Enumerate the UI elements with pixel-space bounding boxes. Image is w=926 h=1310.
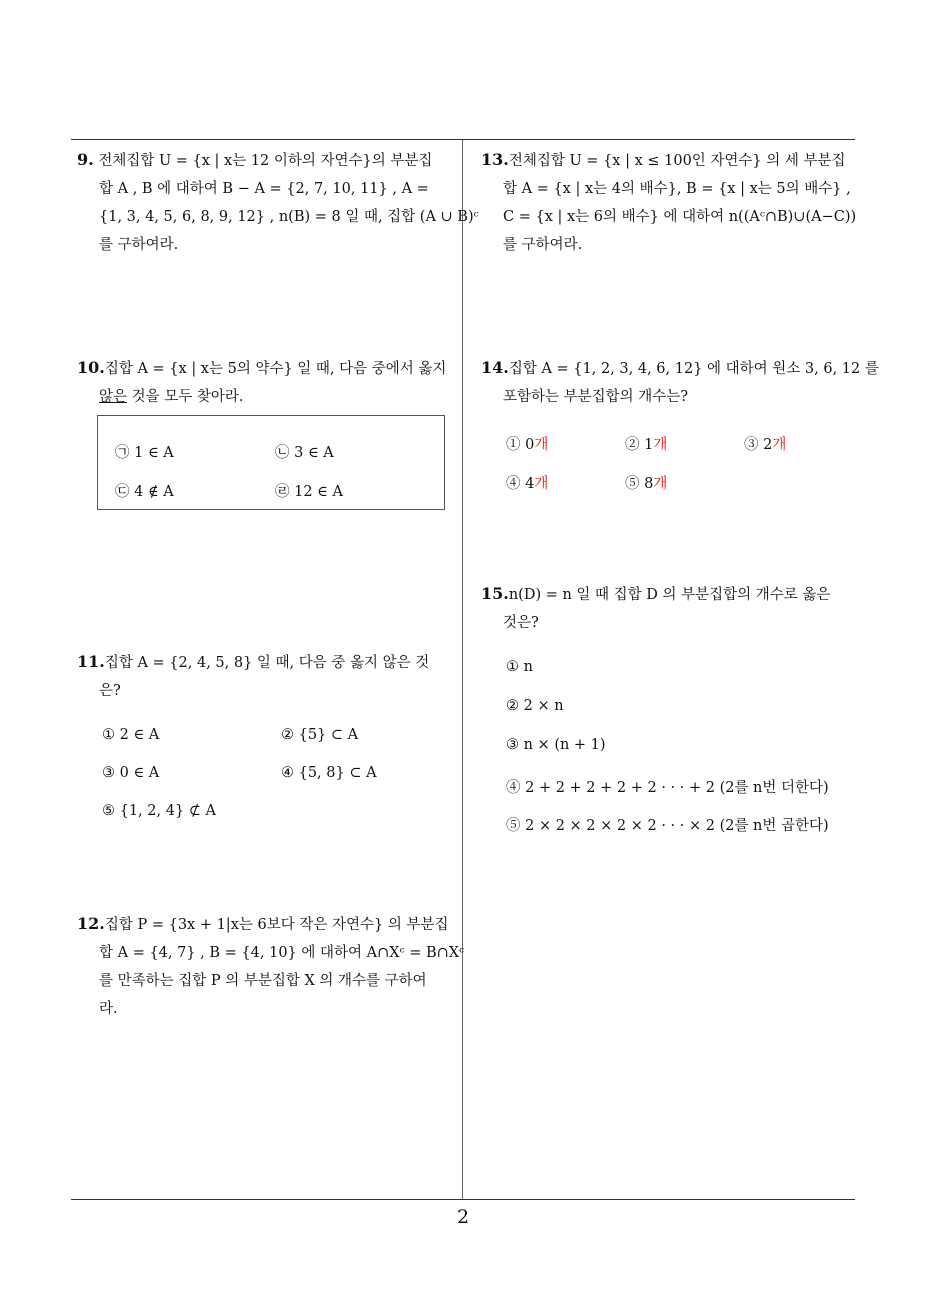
option-value: ② 1	[625, 437, 654, 453]
option-value: ③ 2	[744, 437, 773, 453]
question-number: 15.	[481, 584, 509, 603]
question-text: 를 구하여라.	[99, 237, 179, 253]
option-value: ① 0	[506, 437, 535, 453]
option-unit: 개	[534, 476, 549, 492]
answer-option[interactable]	[625, 433, 667, 454]
question-text: 은?	[99, 683, 121, 699]
answer-option[interactable]	[744, 433, 786, 454]
option-unit: 개	[653, 476, 668, 492]
answer-option[interactable]: ④ 2 + 2 + 2 + 2 + 2 · · · + 2 (2를 n번 더한다)	[506, 780, 829, 796]
option-unit: 개	[534, 437, 549, 453]
answer-option[interactable]: ② {5} ⊂ A	[281, 727, 359, 743]
question-text: 합 A , B 에 대하여 B − A = {2, 7, 10, 11} , A =	[99, 181, 429, 197]
question-text: 집합 A = {x | x는 5의 약수} 일 때, 다음 중에서 옳지	[104, 361, 447, 377]
question-number: 11.	[77, 652, 105, 671]
question-13	[481, 146, 859, 259]
question-text: 집합 A = {2, 4, 5, 8} 일 때, 다음 중 옳지 않은 것	[104, 655, 430, 671]
question-11	[77, 648, 457, 705]
question-number: 13.	[481, 150, 509, 169]
column-divider	[462, 140, 463, 1199]
box-item: ㉠ 1 ∈ A	[115, 445, 174, 461]
answer-option[interactable]	[625, 472, 667, 493]
question-15	[481, 580, 859, 637]
question-text: 포함하는 부분집합의 개수는?	[503, 389, 689, 405]
question-text: 전체집합 U = {x | x는 12 이하의 자연수}의 부분집	[98, 153, 433, 169]
box-item: ㉡ 3 ∈ A	[275, 445, 334, 461]
question-number: 14.	[481, 358, 509, 377]
option-value: ④ 4	[506, 476, 535, 492]
answer-option[interactable]	[506, 433, 548, 454]
answer-option[interactable]: ① 2 ∈ A	[102, 727, 160, 743]
question-text: 합 A = {4, 7} , B = {4, 10} 에 대하여 A∩Xᶜ = B∩Xᶜ	[99, 945, 465, 961]
question-text: C = {x | x는 6의 배수} 에 대하여 n((Aᶜ∩B)∪(A−C))	[503, 209, 857, 225]
question-14	[481, 354, 879, 411]
box-item: ㉣ 12 ∈ A	[275, 484, 343, 500]
page-number: 2	[456, 1206, 470, 1228]
answer-option[interactable]: ⑤ 2 × 2 × 2 × 2 × 2 · · · × 2 (2를 n번 곱한다)	[506, 818, 829, 834]
question-9	[77, 146, 479, 259]
answer-option[interactable]: ④ {5, 8} ⊂ A	[281, 765, 377, 781]
option-unit: 개	[772, 437, 787, 453]
question-text: 집합 A = {1, 2, 3, 4, 6, 12} 에 대하여 원소 3, 6, 12 를	[508, 361, 879, 377]
answer-option[interactable]: ⑤ {1, 2, 4} ⊄ A	[102, 803, 217, 819]
answer-option[interactable]: ③ n × (n + 1)	[506, 737, 606, 753]
question-text: 것을 모두 찾아라.	[127, 389, 244, 405]
question-text: 를 구하여라.	[503, 237, 583, 253]
question-text: n(D) = n 일 때 집합 D 의 부분집합의 개수로 옳은	[508, 587, 831, 603]
question-12	[77, 910, 465, 1023]
question-text: 집합 P = {3x + 1|x는 6보다 작은 자연수} 의 부분집	[104, 917, 449, 933]
question-number: 12.	[77, 914, 105, 933]
question-text: {1, 3, 4, 5, 6, 8, 9, 12} , n(B) = 8 일 때, 집합 (A ∪ B)ᶜ	[99, 209, 479, 225]
question-text: 라.	[99, 1001, 118, 1017]
underlined-text: 않은	[99, 389, 128, 405]
top-rule	[71, 139, 855, 140]
question-number: 9.	[77, 150, 94, 169]
box-item: ㉢ 4 ∉ A	[115, 484, 174, 500]
question-text: 전체집합 U = {x | x ≤ 100인 자연수} 의 세 부분집	[508, 153, 846, 169]
question-10	[77, 354, 457, 411]
option-unit: 개	[653, 437, 668, 453]
option-value: ⑤ 8	[625, 476, 654, 492]
bottom-rule	[71, 1199, 855, 1200]
answer-option[interactable]: ③ 0 ∈ A	[102, 765, 160, 781]
question-number: 10.	[77, 358, 105, 377]
question-text: 를 만족하는 집합 P 의 부분집합 X 의 개수를 구하여	[99, 973, 427, 989]
answer-option[interactable]: ① n	[506, 659, 533, 675]
answer-option[interactable]: ② 2 × n	[506, 698, 564, 714]
answer-option[interactable]	[506, 472, 548, 493]
question-text: 합 A = {x | x는 4의 배수}, B = {x | x는 5의 배수} ,	[503, 181, 851, 197]
question-text: 것은?	[503, 615, 539, 631]
